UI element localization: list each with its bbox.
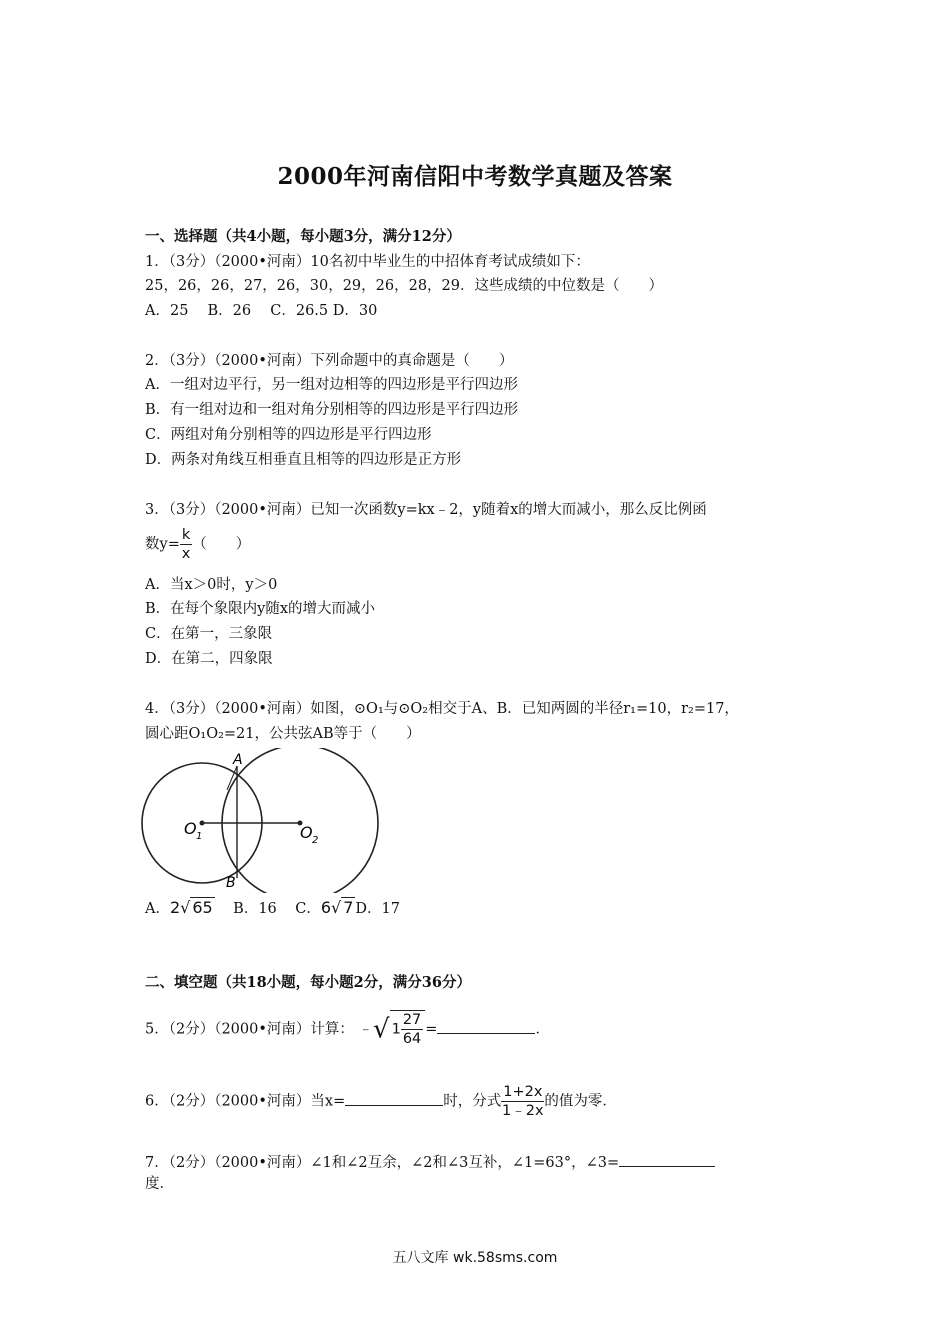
q4-opt-a-sqrt: 2√ 65 <box>169 898 213 917</box>
q4-opt-d: D．17 <box>355 901 400 917</box>
q4-options <box>145 898 400 919</box>
q3-fraction <box>180 526 192 563</box>
q3-frac-num: k <box>181 527 191 543</box>
q4-opt-c-coef: 6 <box>320 898 332 917</box>
q3-option-d: D．在第二，四象限 <box>145 651 273 667</box>
q3-stem-suffix: （ ） <box>192 536 251 553</box>
q6-den: 1﹣2x <box>502 1103 544 1119</box>
label-o2-sub: 2 <box>312 835 319 846</box>
q4-opt-c-rad: 7 <box>343 898 354 917</box>
q6-prefix: 6．（2分）（2000•河南）当x= <box>145 1093 346 1110</box>
q7-text: 7．（2分）（2000•河南）∠1和∠2互余，∠2和∠3互补，∠1=63°，∠3= <box>145 1155 620 1171</box>
q5-line <box>145 1010 550 1048</box>
q6-suffix: 的值为零． <box>544 1093 617 1110</box>
q3-frac-den: x <box>181 546 191 562</box>
q5-sqrt-sign: √ <box>373 1014 390 1045</box>
q5-whole: 1 <box>391 1021 401 1038</box>
label-a: A <box>233 752 243 768</box>
q2-option-d: D．两条对角线互相垂直且相等的四边形是正方形 <box>145 452 462 468</box>
q4-circles-figure <box>140 748 385 893</box>
q3-option-b: B．在每个象限内y随x的增大而减小 <box>145 601 376 617</box>
footer-watermark: 五八文库 wk.58sms.com <box>392 1250 558 1266</box>
q6-mid: 时，分式 <box>443 1093 502 1110</box>
q4-opt-c-sqrt: 6√ 7 <box>320 898 354 917</box>
q4-stem: 4．（3分）（2000•河南）如图，⊙O₁与⊙O₂相交于A、B．已知两圆的半径r₁=10，r₂=17， <box>145 701 739 717</box>
q5-fraction <box>401 1011 423 1048</box>
q2-option-b: B．有一组对边和一组对角分别相等的四边形是平行四边形 <box>145 402 519 418</box>
label-o2: O <box>300 823 313 842</box>
q3-option-c: C．在第一，三象限 <box>145 626 273 642</box>
q5-den: 64 <box>402 1031 422 1047</box>
q6-answer-blank[interactable] <box>345 1089 443 1106</box>
q4-stem-2: 圆心距O₁O₂=21，公共弦AB等于（ ） <box>145 726 421 742</box>
q6-num: 1+2x <box>503 1084 543 1100</box>
q2-option-c: C．两组对角分别相等的四边形是平行四边形 <box>145 427 432 443</box>
q1-stem-2: 25，26，26，27，26，30，29，26，28，29．这些成绩的中位数是（ ） <box>145 278 664 294</box>
label-o1: O <box>184 819 197 838</box>
q3-stem-prefix: 数y= <box>145 536 180 553</box>
q4-opt-c-label: C． <box>295 901 321 917</box>
q2-option-a: A．一组对边平行，另一组对边相等的四边形是平行四边形 <box>145 377 518 393</box>
q5-radicand <box>390 1010 426 1048</box>
q1-stem: 1．（3分）（2000•河南）10名初中毕业生的中招体育考试成绩如下： <box>145 254 590 270</box>
section-heading-choice: 一、选择题（共4小题，每小题3分，满分12分） <box>145 228 461 245</box>
q3-stem: 3．（3分）（2000•河南）已知一次函数y=kx﹣2，y随着x的增大而减小，那么反比例函 <box>145 502 707 518</box>
q6-fraction <box>501 1083 544 1120</box>
q5-answer-blank[interactable] <box>437 1017 535 1034</box>
q4-opt-b: B．16 <box>233 901 277 917</box>
q5-num: 27 <box>402 1012 422 1028</box>
q5-end: ． <box>535 1021 550 1038</box>
q4-opt-a-rad: 65 <box>192 898 213 917</box>
q4-opt-a-coef: 2 <box>169 898 181 917</box>
q5-prefix: 5．（2分）（2000•河南）计算： <box>145 1021 354 1038</box>
q1-options: A．25 B．26 C．26.5 D．30 <box>145 303 378 319</box>
q7-line-2: 度． <box>145 1176 174 1192</box>
label-o1-sub: 1 <box>196 831 203 842</box>
page-title: 2000年河南信阳中考数学真题及答案 <box>277 163 673 190</box>
q4-opt-a-label: A． <box>145 901 170 917</box>
q3-option-a: A．当x＞0时，y＞0 <box>145 577 278 593</box>
q3-stem-2 <box>145 526 250 563</box>
label-b: B <box>226 875 236 891</box>
q6-line <box>145 1083 617 1120</box>
q5-neg: ﹣ <box>358 1021 374 1038</box>
section-heading-fill: 二、填空题（共18小题，每小题2分，满分36分） <box>145 974 471 991</box>
q7-line <box>145 1150 715 1173</box>
q7-answer-blank[interactable] <box>619 1150 715 1167</box>
center-o1-dot <box>200 821 205 826</box>
q5-eq: = <box>425 1021 438 1038</box>
q2-stem: 2．（3分）（2000•河南）下列命题中的真命题是（ ） <box>145 353 514 369</box>
